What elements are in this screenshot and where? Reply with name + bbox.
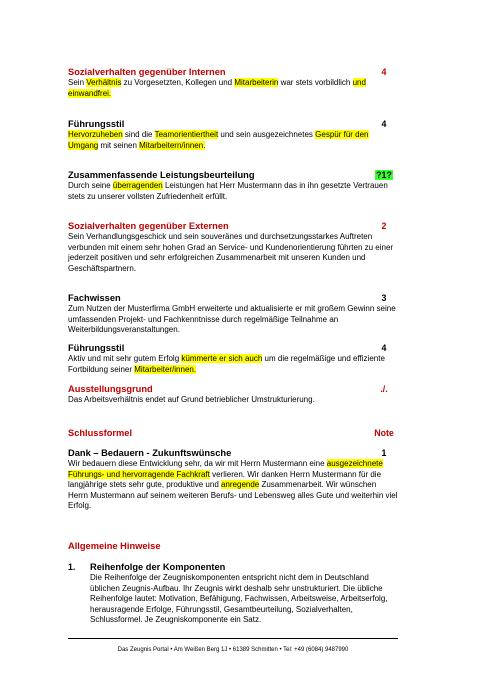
text-run: Wir bedauern diese Entwicklung sehr, da wir mit Herrn Mustermann eine xyxy=(68,459,327,468)
section-fachwissen xyxy=(68,293,398,336)
highlighted-text: Teamorientiertheit xyxy=(154,130,219,139)
section-schlussformel xyxy=(68,428,398,439)
grade-note: 1 xyxy=(381,448,387,458)
highlighted-text: Verhältnis xyxy=(86,78,122,87)
text-run: war stets vorbildlich xyxy=(278,78,353,87)
grade-note: 4 xyxy=(381,67,387,77)
text-run: verlieren. Wir danken Herrn Mustermann für die langjährige stets sehr gute, produktive und xyxy=(68,469,382,489)
section-title: Dank – Bedauern - Zukunftswünsche xyxy=(68,448,232,458)
highlighted-text: Mitarbeitern/innen. xyxy=(139,140,206,150)
highlighted-text: Hervorzuheben xyxy=(68,130,123,139)
grade-note-highlight: ?1? xyxy=(376,170,392,180)
section-text xyxy=(68,395,398,406)
section-leistungsbeurteilung xyxy=(68,170,398,202)
text-run: Das Arbeitsverhältnis endet auf Grund betrieblicher Umstrukturierung. xyxy=(68,395,315,404)
text-run: Zum Nutzen der Musterfirma GmbH erweiterte und aktualisierte er mit großem Gewinn seine umfassenden Projekt- und Fachkenntnisse durch regelmäßige Teilnahme an Weiterbildungsveranstaltungen. xyxy=(68,304,396,334)
section-title: Zusammenfassende Leistungsbeurteilung xyxy=(68,170,255,180)
section-text xyxy=(68,304,398,336)
footer-divider xyxy=(68,638,398,639)
grade-note: 4 xyxy=(381,119,387,129)
section-fuehrungsstil-1 xyxy=(68,119,398,151)
hint-text: Die Reihenfolge der Zeugniskomponenten entspricht nicht dem in Deutschland üblichen Zeugnis-Aufbau. Ihr Zeugnis wirkt deshalb sehr unstrukturiert. Die übliche Reihenfolge lautet: Motivation, Befähigung, Fachwissen, Arbeitsweise, Arbeitserfolg, herausragende Erfolge, Führungsstil, Gesamtbeurteilung, Sozialverhalten, Schlussformel. Je Zeugniskomponente ein Satz. xyxy=(90,573,388,624)
section-title: Schlussformel xyxy=(68,428,133,438)
section-sozialverhalten-externe xyxy=(68,221,398,274)
section-text xyxy=(68,459,398,512)
section-text xyxy=(68,354,398,375)
highlighted-text: anregende xyxy=(220,480,260,489)
grade-note: 4 xyxy=(381,343,387,353)
grade-note: ./. xyxy=(380,384,388,394)
text-run: um die regelmäßige und effiziente Fortbildung seiner xyxy=(68,354,385,374)
text-run: Aktiv und mit sehr gutem Erfolg xyxy=(68,354,182,363)
text-run: Leistungen hat Herr Mustermann das in ihn gesetzte Vertrauen stets zu unserer vollsten Zufriedenheit erfüllt. xyxy=(68,181,388,201)
section-text xyxy=(68,232,398,274)
hint-title: Reihenfolge der Komponenten xyxy=(90,562,226,572)
section-text xyxy=(68,78,398,99)
highlighted-text: kümmerte er sich auch xyxy=(181,354,263,363)
section-fuehrungsstil-2 xyxy=(68,343,398,375)
section-sozialverhalten-interne xyxy=(68,67,398,99)
text-run: mit seinen xyxy=(98,140,140,150)
section-ausstellungsgrund xyxy=(68,384,398,406)
section-title: Fachwissen xyxy=(68,293,121,303)
section-dank-bedauern xyxy=(68,448,398,512)
text-run: Zusammenarbeit. Wir wünschen Herrn Mustermann auf seinem weiteren Berufs- und Lebensweg alles Gute und weiterhin viel Erfolg. xyxy=(68,480,398,510)
section-title: Führungsstil xyxy=(68,343,125,353)
highlighted-text: und einwandfrei. xyxy=(68,78,366,98)
section-text xyxy=(68,181,398,202)
section-text xyxy=(68,130,398,151)
text-run: sind die xyxy=(122,130,155,139)
text-run: und sein ausgezeichnetes xyxy=(218,130,316,139)
hint-content xyxy=(90,562,398,626)
grade-note xyxy=(372,170,396,181)
section-title: Sozialverhalten gegenüber Internen xyxy=(68,67,226,77)
text-run: Sein xyxy=(68,78,87,87)
hint-number: 1. xyxy=(68,562,76,572)
section-title: Allgemeine Hinweise xyxy=(68,541,161,551)
grade-note: 2 xyxy=(381,221,387,231)
section-allgemeine-hinweise xyxy=(68,541,398,552)
highlighted-text: Gespür für den Umgang xyxy=(68,130,369,150)
highlighted-text: Mitarbeiterin xyxy=(234,78,279,87)
text-run: zu Vorgesetzten, Kollegen und xyxy=(121,78,235,87)
highlighted-text: überragenden xyxy=(112,181,163,190)
text-run: Sein Verhandlungsgeschick und sein souveränes und durchsetzungsstarkes Auftreten verbunden mit einem sehr hohen Grad an Service- und Kundenorientierung führten zu einer jederzeit positiven und sehr erfolgreichen Zusammenarbeit mit unseren Kunden und Geschäftspartnern. xyxy=(68,232,394,273)
footer-address: Das Zeugnis Portal • Am Weißen Berg 1J • 61389 Schmitten • Tel: +49 (6084) 9487990 xyxy=(117,647,349,653)
section-title: Ausstellungsgrund xyxy=(68,384,153,394)
text-run: Durch seine xyxy=(68,181,113,190)
grade-note: 3 xyxy=(381,293,387,303)
section-title: Führungsstil xyxy=(68,119,125,129)
highlighted-text: ausgezeichnete Führungs- und hervorragende Fachkraft xyxy=(68,459,383,479)
highlighted-text: Mitarbeiter/innen. xyxy=(134,364,197,374)
section-title: Sozialverhalten gegenüber Externen xyxy=(68,221,229,231)
grade-column-header: Note xyxy=(374,428,394,438)
